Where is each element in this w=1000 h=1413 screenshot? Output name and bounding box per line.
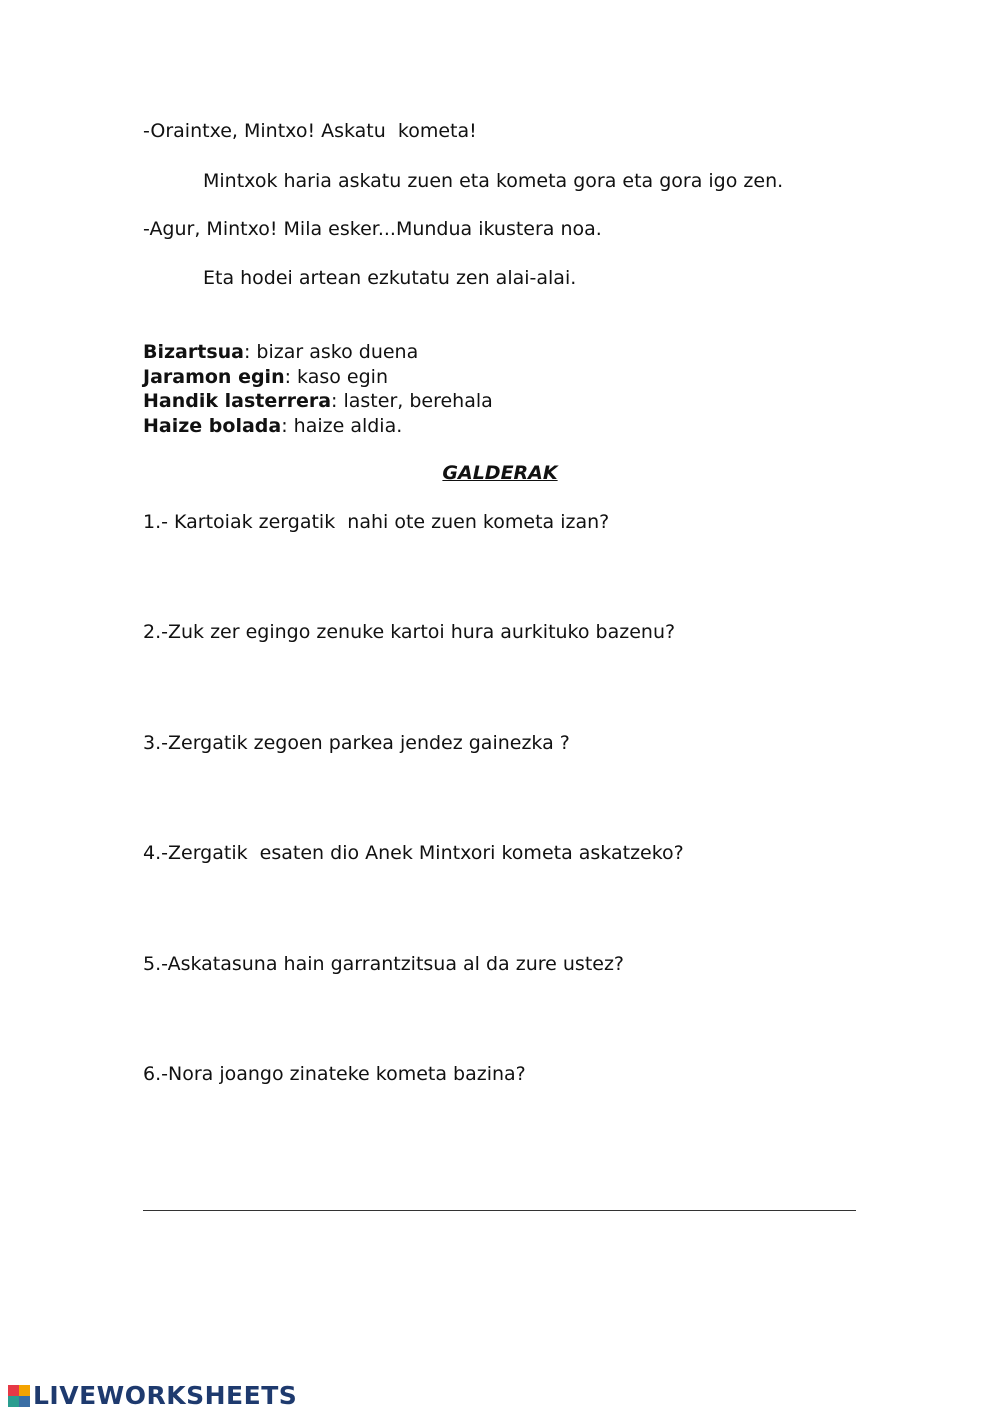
glossary-definition: : laster, berehala <box>331 390 493 412</box>
questions-heading: GALDERAK <box>442 462 558 484</box>
question-5: 5.-Askatasuna hain garrantzitsua al da zure ustez? <box>143 952 625 975</box>
glossary-term: Bizartsua <box>143 341 244 363</box>
story-line-2: Mintxok haria askatu zuen eta kometa gora eta gora igo zen. <box>203 170 784 192</box>
glossary-definition: : bizar asko duena <box>243 341 419 363</box>
logo-square <box>8 1396 19 1407</box>
question-3: 3.-Zergatik zegoen parkea jendez gainezka ? <box>143 731 570 754</box>
liveworksheets-logo-icon <box>8 1385 30 1407</box>
story-line-1: -Oraintxe, Mintxo! Askatu kometa! <box>143 120 477 142</box>
question-2: 2.-Zuk zer egingo zenuke kartoi hura aurkituko bazenu? <box>143 621 676 644</box>
question-6: 6.-Nora joango zinateke kometa bazina? <box>143 1062 526 1085</box>
question-4: 4.-Zergatik esaten dio Anek Mintxori kometa askatzeko? <box>143 842 684 865</box>
glossary-term: Haize bolada <box>143 414 282 437</box>
footer-brand <box>8 1382 297 1410</box>
glossary-entry <box>143 365 493 390</box>
logo-square <box>19 1385 30 1396</box>
glossary-definition: : haize aldia. <box>281 414 403 437</box>
glossary-entry <box>143 389 493 414</box>
glossary-term: Handik lasterrera <box>143 390 332 412</box>
glossary-term: Jaramon egin <box>143 365 285 388</box>
brand-name: LIVEWORKSHEETS <box>33 1381 298 1410</box>
glossary-entry <box>143 414 493 439</box>
glossary-definition: : kaso egin <box>284 365 388 388</box>
story-line-3: -Agur, Mintxo! Mila esker...Mundua ikustera noa. <box>143 218 602 240</box>
logo-square <box>8 1385 19 1396</box>
divider-line <box>143 1210 856 1211</box>
story-line-4: Eta hodei artean ezkutatu zen alai-alai. <box>203 267 577 289</box>
question-1: 1.- Kartoiak zergatik nahi ote zuen kometa izan? <box>143 511 610 533</box>
questions-list <box>143 510 684 1172</box>
glossary <box>143 340 493 438</box>
glossary-entry <box>143 340 493 365</box>
logo-square <box>19 1396 30 1407</box>
